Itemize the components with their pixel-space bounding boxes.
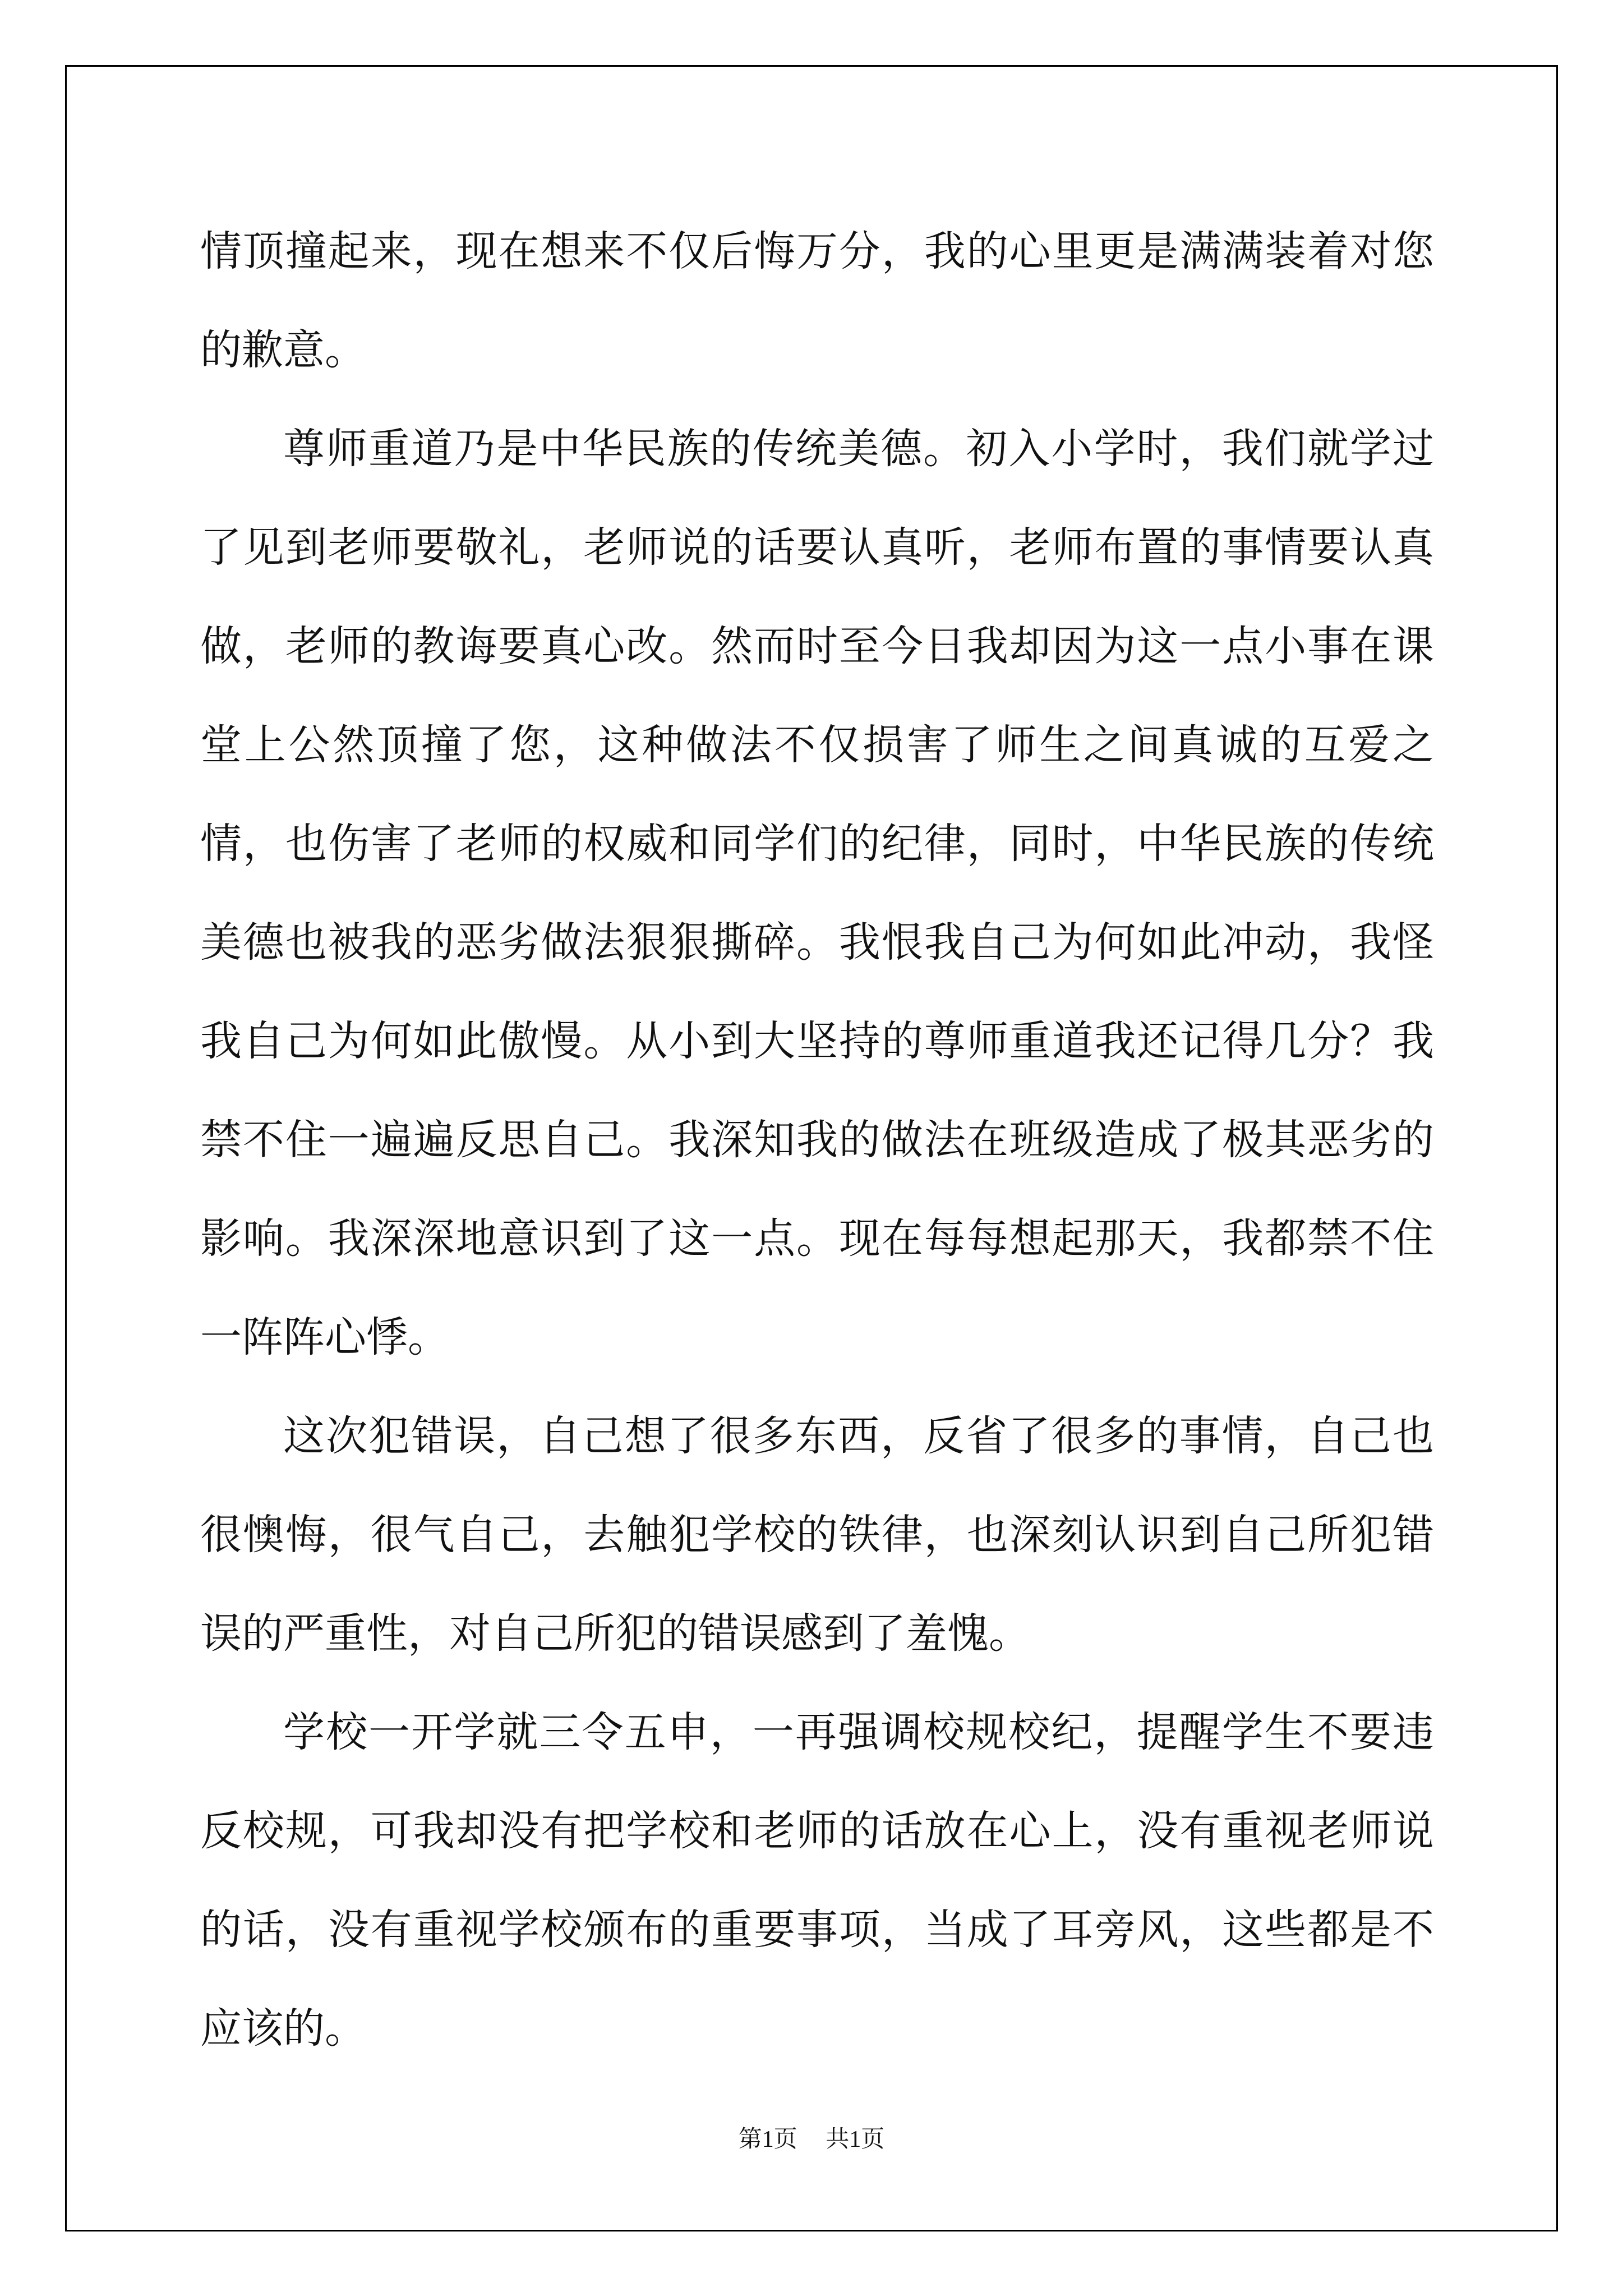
page-footer [0,2120,1623,2154]
paragraph-3: 这次犯错误，自己想了很多东西，反省了很多的事情，自己也很懊悔，很气自己，去触犯学校的铁律，也深刻认识到自己所犯错误的严重性，对自己所犯的错误感到了羞愧。 [200,1412,1434,1658]
paragraph-1: 情顶撞起来，现在想来不仅后悔万分，我的心里更是满满装着对您的歉意。 [200,227,1434,374]
document-body [200,202,1434,2078]
page-number: 第1页 [738,2127,797,2152]
paragraph-4: 学校一开学就三令五申，一再强调校规校纪，提醒学生不要违反校规，可我却没有把学校和老师的话放在心上，没有重视老师说的话，没有重视学校颁布的重要事项，当成了耳旁风，这些都是不应该的。 [200,1708,1434,2053]
page-total: 共1页 [826,2127,885,2152]
paragraph-2: 尊师重道乃是中华民族的传统美德。初入小学时，我们就学过了见到老师要敬礼，老师说的话要认真听，老师布置的事情要认真做，老师的教诲要真心改。然而时至今日我却因为这一点小事在课堂上公然顶撞了您，这种做法不仅损害了师生之间真诚的互爱之情，也伤害了老师的权威和同学们的纪律，同时，中华民族的传统美德也被我的恶劣做法狠狠撕碎。我恨我自己为何如此冲动，我怪我自己为何如此傲慢。从小到大坚持的尊师重道我还记得几分？我禁不住一遍遍反思自己。我深知我的做法在班级造成了极其恶劣的影响。我深深地意识到了这一点。现在每每想起那天，我都禁不住一阵阵心悸。 [200,425,1434,1361]
